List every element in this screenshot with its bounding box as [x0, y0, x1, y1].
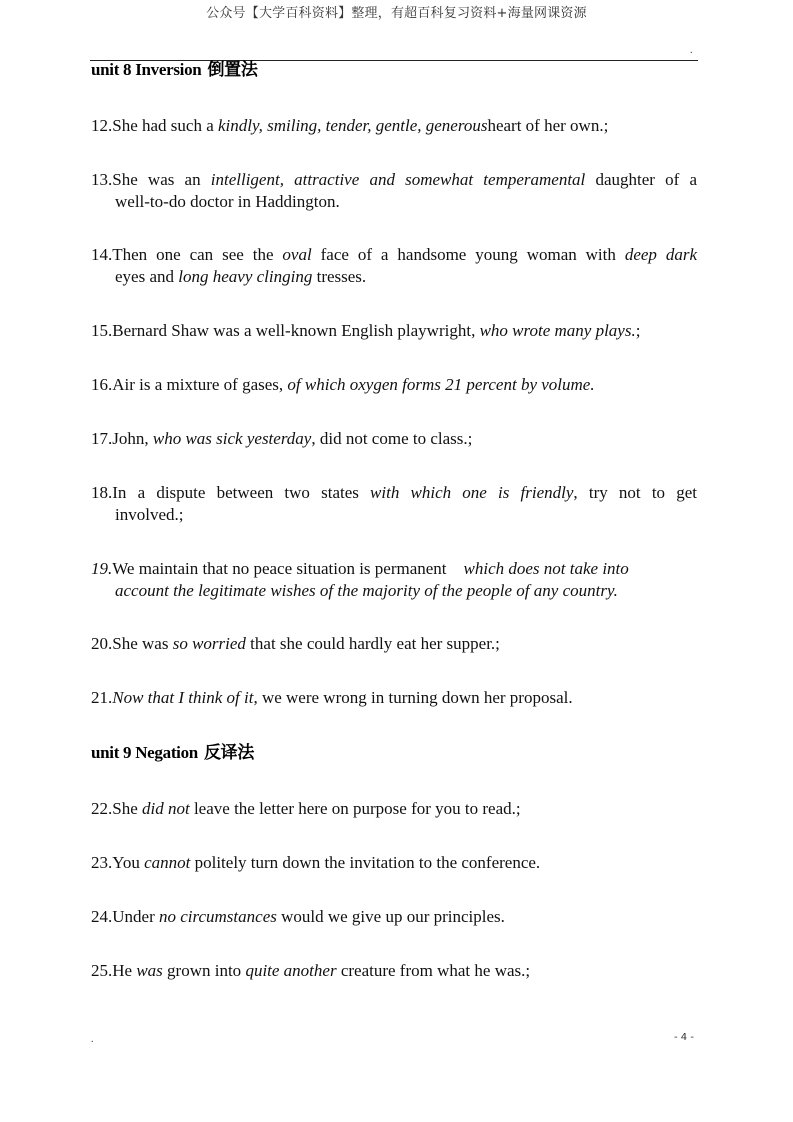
unit9-title-cn: 反译法: [203, 743, 255, 763]
sentence-text: She had such a: [112, 116, 219, 135]
sentence-emphasis: which does not take into: [463, 559, 629, 578]
sentence-emphasis: was: [136, 961, 163, 980]
sentence-14: [91, 244, 697, 288]
sentence-text: She: [112, 799, 142, 818]
sentence-text: creature from what he was.;: [336, 961, 531, 980]
sentence-text: , try not to get: [573, 483, 697, 502]
sentence-25: [91, 960, 697, 982]
sentence-line: [91, 266, 697, 288]
sentence-text: eyes and: [115, 267, 179, 286]
sentence-text: tresses.: [312, 267, 367, 286]
sentence-22: [91, 798, 697, 820]
sentence-number: 25.: [91, 961, 113, 980]
sentence-line: [91, 374, 697, 396]
sentence-emphasis: quite another: [245, 961, 337, 980]
sentence-text: would we give up our principles.: [276, 907, 505, 926]
sentence-text: involved.;: [115, 505, 184, 524]
sentence-line: [91, 482, 697, 504]
sentence-24: [91, 906, 697, 928]
sentence-number: 20.: [91, 634, 113, 653]
sentence-number: 21.: [91, 688, 113, 707]
sentence-emphasis: account the legitimate wishes of the majority of the people of any country.: [115, 581, 618, 600]
sentence-text: politely turn down the invitation to the conference.: [190, 853, 541, 872]
sentence-number: 14.: [91, 245, 113, 264]
sentence-number: 22.: [91, 799, 113, 818]
sentence-line: [91, 798, 697, 820]
sentence-line: [91, 633, 697, 655]
sentence-line: [91, 504, 697, 526]
header-dot: .: [690, 45, 693, 56]
sentence-number: 12.: [91, 116, 113, 135]
sentence-emphasis: long heavy clinging: [178, 267, 313, 286]
sentence-text: ;: [635, 321, 641, 340]
sentence-text: , did not come to class.;: [311, 429, 473, 448]
sentence-line: [91, 244, 697, 266]
sentence-text: face of a handsome young woman with: [311, 245, 625, 264]
footer-dot: .: [91, 1034, 94, 1045]
sentence-number: 17.: [91, 429, 113, 448]
sentence-text: John,: [112, 429, 153, 448]
sentence-line: [91, 580, 697, 602]
unit8-title-cn: 倒置法: [207, 60, 258, 80]
sentence-17: [91, 428, 697, 450]
sentence-text: Air is a mixture of gases,: [112, 375, 288, 394]
sentence-number: 15.: [91, 321, 113, 340]
sentence-text: She was: [112, 634, 173, 653]
sentence-number: 19.: [91, 559, 113, 578]
sentence-emphasis: kindly, smiling, tender, gentle, generous: [218, 116, 488, 135]
unit9-heading: [91, 743, 254, 763]
sentence-text: , we were wrong in turning down her proposal.: [253, 688, 573, 707]
sentence-emphasis: of which oxygen forms 21 percent by volume.: [287, 375, 595, 394]
unit8-title: unit 8 Inversion: [91, 60, 202, 79]
sentence-text: Under: [112, 907, 159, 926]
sentence-number: 18.: [91, 483, 113, 502]
sentence-text: daughter of a: [585, 170, 697, 189]
sentence-line: [91, 428, 697, 450]
sentence-emphasis: intelligent, attractive and somewhat temperamental: [210, 170, 586, 189]
sentence-line: [91, 320, 697, 342]
sentence-text: that she could hardly eat her supper.;: [245, 634, 500, 653]
sentence-23: [91, 852, 697, 874]
sentence-text: We maintain that no peace situation is permanent: [112, 559, 451, 578]
sentence-text: heart of her own.;: [487, 116, 609, 135]
sentence-number: 16.: [91, 375, 113, 394]
sentence-text: She was an: [112, 170, 211, 189]
sentence-line: [91, 169, 697, 191]
sentence-line: [91, 687, 697, 709]
sentence-line: [91, 852, 697, 874]
sentence-text: Then one can see the: [112, 245, 283, 264]
sentence-15: [91, 320, 697, 342]
sentence-number: 24.: [91, 907, 113, 926]
sentence-text: leave the letter here on purpose for you to read.;: [189, 799, 521, 818]
sentence-line: [91, 191, 697, 213]
sentence-text: He: [112, 961, 137, 980]
page-header: 公众号【大学百科资料】整理，有超百科复习资料+海量网课资源: [206, 6, 587, 21]
sentence-line: [91, 960, 697, 982]
sentence-text: well-to-do doctor in Haddington.: [115, 192, 340, 211]
sentence-emphasis: deep dark: [624, 245, 697, 264]
sentence-21: [91, 687, 697, 709]
sentence-20: [91, 633, 697, 655]
page-number: - 4 -: [674, 1032, 694, 1043]
unit8-heading: [91, 60, 258, 80]
sentence-12: [91, 115, 697, 137]
sentence-emphasis: with which one is friendly: [370, 483, 574, 502]
sentence-text: grown into: [162, 961, 246, 980]
sentence-line: [91, 906, 697, 928]
sentence-text: Bernard Shaw was a well-known English playwright,: [112, 321, 480, 340]
sentence-19: [91, 558, 697, 602]
sentence-emphasis: cannot: [144, 853, 191, 872]
sentence-text: You: [112, 853, 145, 872]
sentence-line: [91, 115, 697, 137]
unit9-title: unit 9 Negation: [91, 743, 198, 762]
sentence-16: [91, 374, 697, 396]
sentence-emphasis: so worried: [172, 634, 246, 653]
sentence-18: [91, 482, 697, 526]
sentence-emphasis: who wrote many plays.: [479, 321, 636, 340]
sentence-emphasis: did not: [142, 799, 190, 818]
sentence-emphasis: oval: [282, 245, 312, 264]
sentence-emphasis: no circumstances: [158, 907, 277, 926]
sentence-number: 23.: [91, 853, 113, 872]
sentence-13: [91, 169, 697, 213]
sentence-number: 13.: [91, 170, 113, 189]
sentence-line: [91, 558, 697, 580]
sentence-text: In a dispute between two states: [112, 483, 371, 502]
sentence-emphasis: who was sick yesterday: [152, 429, 312, 448]
sentence-emphasis: Now that I think of it: [112, 688, 254, 707]
